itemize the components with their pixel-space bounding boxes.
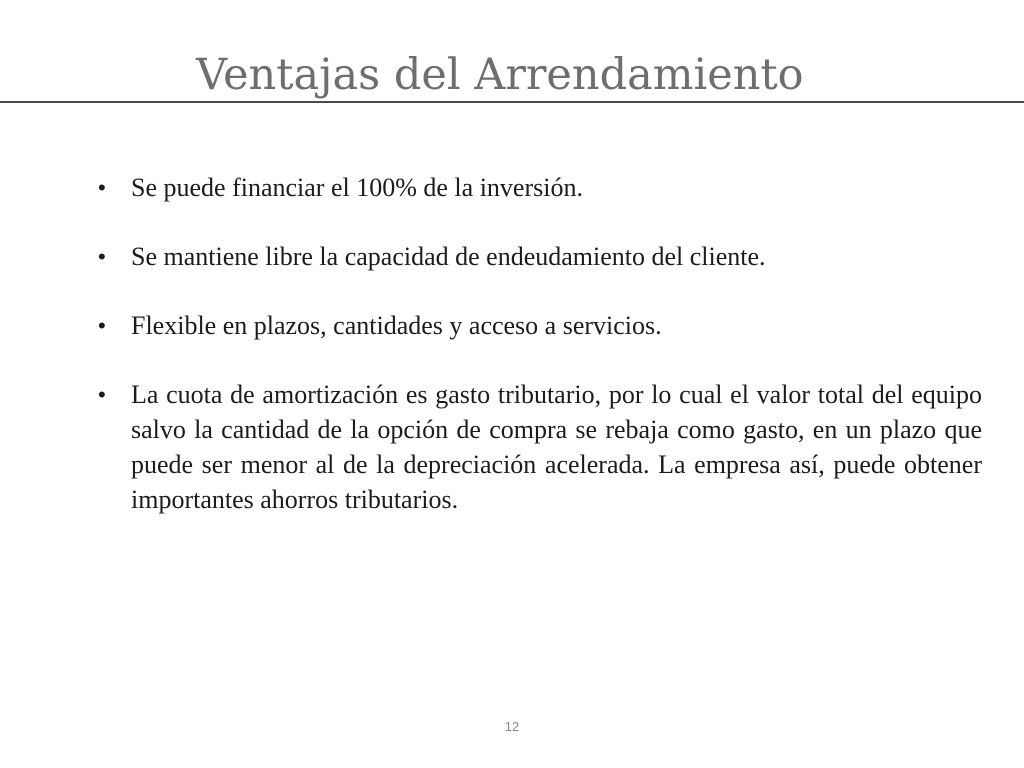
bullet-icon: •: [98, 313, 106, 338]
page-number: 12: [504, 719, 520, 734]
bullet-item: [98, 377, 982, 517]
bullet-item: [98, 170, 982, 205]
bullet-icon: •: [98, 175, 106, 200]
bullet-text: Flexible en plazos, cantidades y acceso a servicios.: [131, 311, 662, 340]
bullet-item: [98, 308, 982, 343]
bullet-text: Se puede financiar el 100% de la inversión.: [131, 173, 583, 202]
title-underline: [0, 101, 1024, 103]
bullet-icon: •: [98, 382, 106, 407]
bullet-icon: •: [98, 244, 106, 269]
bullet-text: La cuota de amortización es gasto tributario, por lo cual el valor total del equipo salvo la cantidad de la opción de compra se rebaja como gasto, en un plazo que puede ser menor al de la depreciación acelerada. La empresa así, puede obtener importantes ahorros tributarios.: [131, 380, 982, 514]
bullet-list: [98, 170, 982, 551]
bullet-item: [98, 239, 982, 274]
bullet-text: Se mantiene libre la capacidad de endeudamiento del cliente.: [131, 242, 766, 271]
slide-title: Ventajas del Arrendamiento: [196, 50, 804, 100]
